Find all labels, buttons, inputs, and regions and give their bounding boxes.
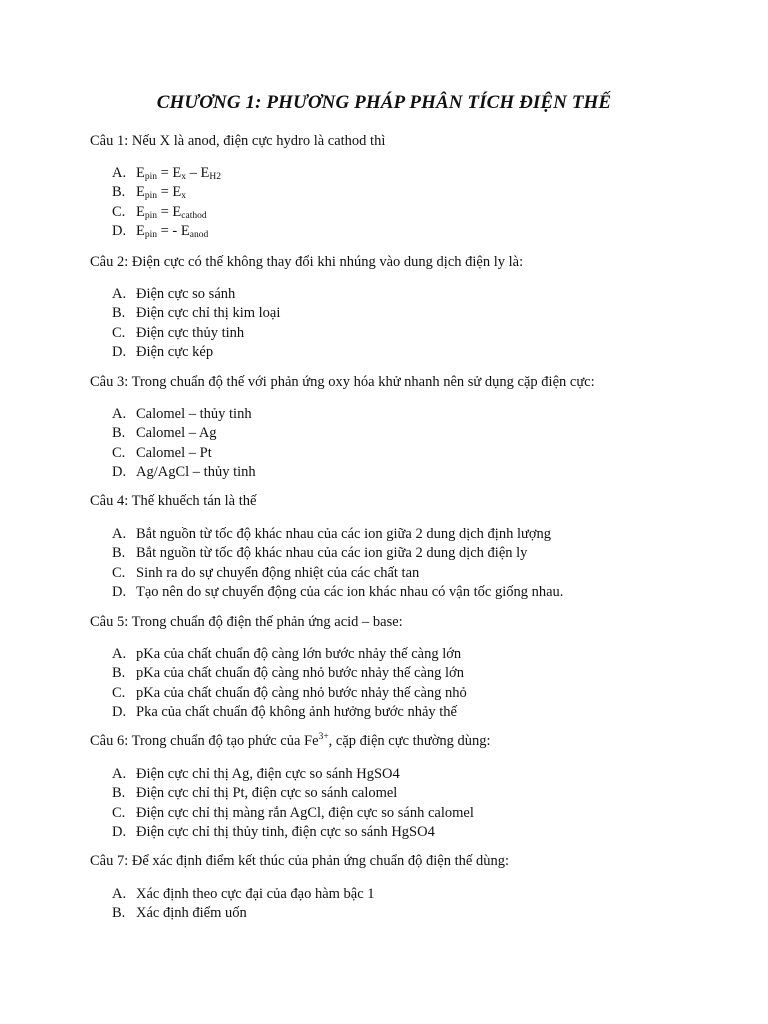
option-c	[112, 444, 256, 463]
option-letter: B.	[112, 184, 126, 201]
option-b	[112, 664, 467, 683]
option-text: Ag/AgCl – thủy tinh	[136, 463, 256, 480]
option-a	[112, 645, 467, 664]
option-letter: D.	[112, 343, 127, 360]
option-letter: C.	[112, 804, 126, 821]
option-d	[112, 823, 474, 842]
option-letter: D.	[112, 703, 127, 720]
question-6: Câu 6: Trong chuẩn độ tạo phức của $Fe^{3+}$, cặp điện cực thường dùng:	[90, 732, 491, 749]
option-a	[112, 765, 474, 784]
option-c	[112, 684, 467, 703]
option-letter: A.	[112, 646, 127, 662]
option-text: Tạo nên do sự chuyển động của các ion khác nhau có vận tốc giống nhau.	[136, 583, 564, 600]
question-6-options	[112, 765, 474, 842]
option-text: Pka của chất chuẩn độ không ảnh hưởng bước nhảy thế	[136, 703, 457, 720]
question-1-options	[112, 164, 221, 241]
option-text: Bắt nguồn từ tốc độ khác nhau của các ion giữa 2 dung dịch định lượng	[136, 526, 551, 542]
question-1: Câu 1: Nếu X là anod, điện cực hydro là cathod thì	[90, 133, 386, 149]
option-letter: B.	[112, 545, 126, 562]
option-d	[112, 222, 221, 241]
question-7: Câu 7: Để xác định điểm kết thúc của phản ứng chuẩn độ điện thế dùng:	[90, 853, 509, 869]
question-5: Câu 5: Trong chuẩn độ điện thế phản ứng acid – base:	[90, 614, 403, 630]
option-b	[112, 183, 221, 202]
question-4-options	[112, 525, 563, 602]
option-a	[112, 164, 221, 183]
option-text: Xác định theo cực đại của đạo hàm bậc 1	[136, 886, 375, 902]
option-text: pKa của chất chuẩn độ càng nhỏ bước nhảy thế càng nhỏ	[136, 684, 467, 701]
option-b	[112, 424, 256, 443]
question-3: Câu 3: Trong chuẩn độ thế với phản ứng oxy hóa khử nhanh nên sử dụng cặp điện cực:	[90, 374, 595, 390]
option-d	[112, 703, 467, 722]
option-a	[112, 885, 375, 904]
option-text: Calomel – Pt	[136, 444, 212, 461]
option-b	[112, 544, 563, 563]
option-a	[112, 405, 256, 424]
option-letter: C.	[112, 324, 126, 341]
option-letter: C.	[112, 684, 126, 701]
option-letter: C.	[112, 564, 126, 581]
option-text: Bắt nguồn từ tốc độ khác nhau của các ion giữa 2 dung dịch điện ly	[136, 545, 528, 562]
option-d	[112, 463, 256, 482]
option-text: $E_{pin} = E_x$	[136, 184, 187, 202]
option-text: Điện cực chỉ thị màng rắn AgCl, điện cực so sánh calomel	[136, 804, 474, 821]
option-text: Điện cực chỉ thị thủy tinh, điện cực so sánh HgSO4	[136, 823, 435, 840]
question-7-options	[112, 885, 375, 924]
option-text: Điện cực kép	[136, 343, 214, 360]
option-letter: C.	[112, 444, 126, 461]
option-letter: D.	[112, 222, 127, 239]
option-letter: C.	[112, 203, 126, 220]
option-b	[112, 304, 280, 323]
option-d	[112, 583, 563, 602]
chapter-title: CHƯƠNG 1: PHƯƠNG PHÁP PHÂN TÍCH ĐIỆN THẾ	[156, 92, 612, 113]
option-text: $E_{pin} = E_{cathod}$	[136, 203, 207, 221]
option-text: Calomel – Ag	[136, 425, 217, 442]
question-3-options	[112, 405, 256, 482]
option-a	[112, 285, 280, 304]
option-c	[112, 203, 221, 222]
option-text: Điện cực so sánh	[136, 286, 236, 302]
option-text: Điện cực thủy tinh	[136, 324, 245, 341]
option-text: $E_{pin} = E_x - E_{H2}$	[136, 165, 222, 182]
option-letter: B.	[112, 905, 126, 922]
option-c	[112, 804, 474, 823]
question-4: Câu 4: Thế khuếch tán là thế	[90, 493, 257, 509]
option-letter: B.	[112, 305, 126, 322]
option-letter: D.	[112, 583, 127, 600]
question-2: Câu 2: Điện cực có thế không thay đổi khi nhúng vào dung dịch điện ly là:	[90, 254, 524, 270]
option-letter: B.	[112, 665, 126, 682]
option-b	[112, 784, 474, 803]
option-d	[112, 343, 280, 362]
option-text: Điện cực chỉ thị kim loại	[136, 305, 281, 322]
option-letter: A.	[112, 165, 127, 181]
option-text: pKa của chất chuẩn độ càng lớn bước nhảy thế càng lớn	[136, 646, 462, 662]
option-text: Điện cực chỉ thị Ag, điện cực so sánh HgSO4	[136, 766, 400, 782]
option-letter: A.	[112, 886, 127, 902]
option-letter: B.	[112, 425, 126, 442]
option-text: Calomel – thủy tinh	[136, 406, 252, 422]
option-text: Điện cực chỉ thị Pt, điện cực so sánh calomel	[136, 785, 398, 802]
option-letter: A.	[112, 526, 127, 542]
option-letter: A.	[112, 286, 127, 302]
option-letter: A.	[112, 766, 127, 782]
option-a	[112, 525, 563, 544]
option-letter: A.	[112, 406, 127, 422]
option-text: pKa của chất chuẩn độ càng nhỏ bước nhảy thế càng lớn	[136, 665, 464, 682]
option-letter: D.	[112, 463, 127, 480]
option-text: Sinh ra do sự chuyển động nhiệt của các chất tan	[136, 564, 420, 581]
option-c	[112, 564, 563, 583]
option-c	[112, 324, 280, 343]
option-letter: B.	[112, 785, 126, 802]
option-letter: D.	[112, 823, 127, 840]
question-2-options	[112, 285, 280, 362]
option-text: Xác định điểm uốn	[136, 905, 247, 922]
option-text: $E_{pin}$ = - $E_{anod}$	[136, 222, 209, 240]
question-5-options	[112, 645, 467, 722]
option-b	[112, 904, 375, 923]
